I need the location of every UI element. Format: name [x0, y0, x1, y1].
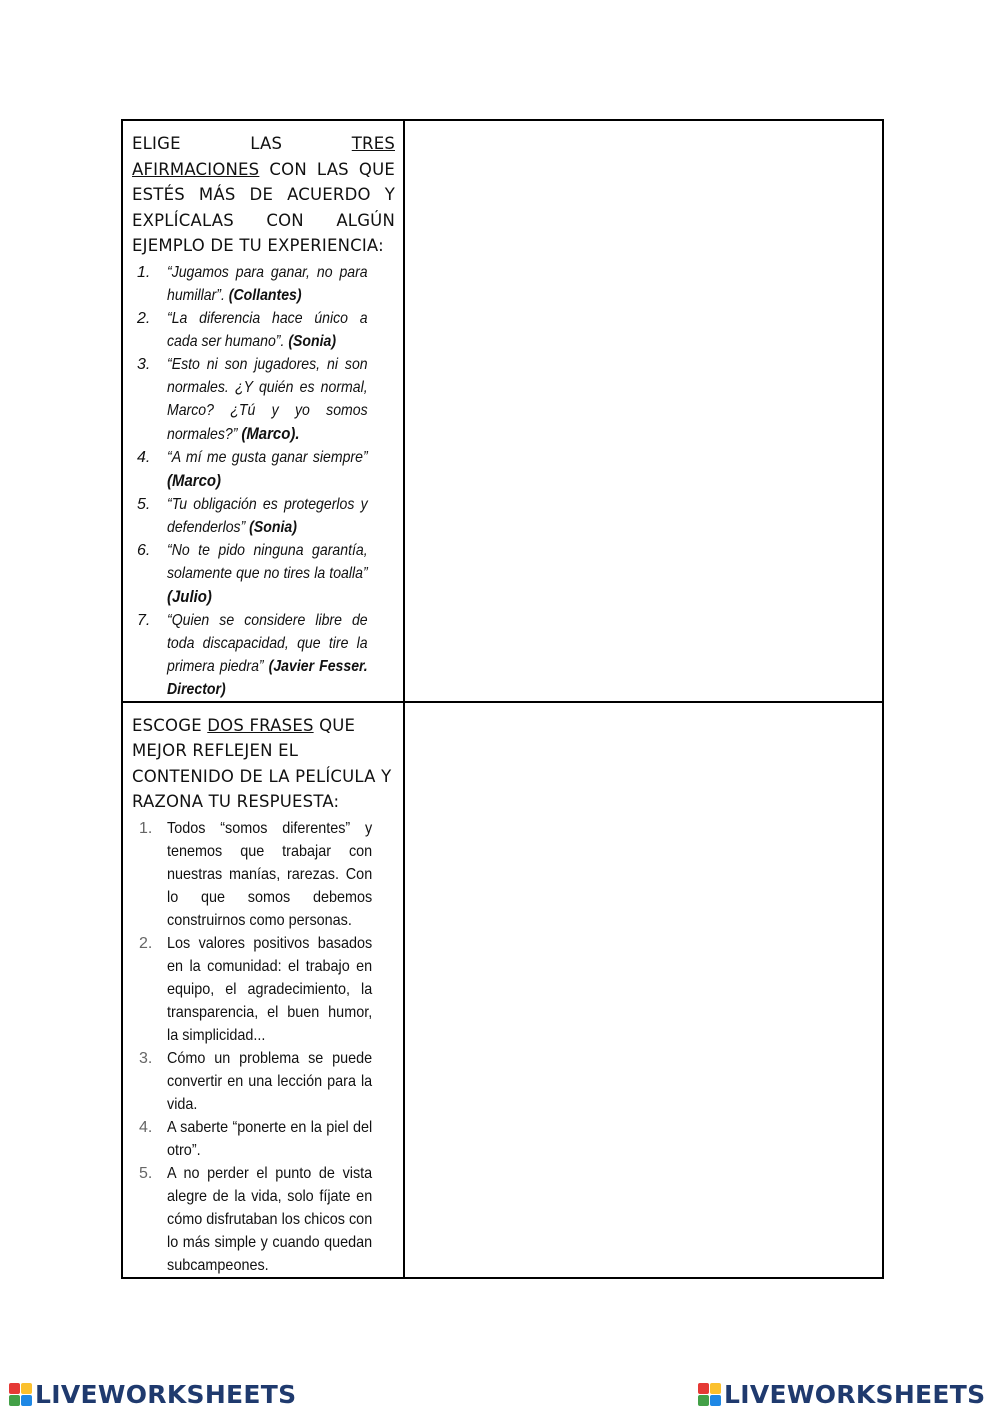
- answer-box-1[interactable]: [404, 120, 883, 702]
- section1-list: [123, 261, 403, 701]
- list-item: 7. “Quien se considere libre de toda discapacidad, que tire la primera piedra” (Javier Fesser. Director): [137, 611, 368, 698]
- quote-author: (Marco).: [241, 423, 300, 443]
- section2-heading-underlined: DOS FRASES: [207, 715, 314, 735]
- section1-heading: ELIGE LAS TRES AFIRMACIONES CON LAS QUE ESTÉS MÁS DE ACUERDO Y EXPLÍCALAS CON ALGÚN EJEMPLO DE TU EXPERIENCIA:: [132, 134, 395, 255]
- logo-text: LIVEWORKSHEETS: [724, 1380, 986, 1409]
- list-item: 3. Cómo un problema se puede convertir en una lección para la vida.: [139, 1049, 373, 1113]
- logo-mark-icon: [698, 1383, 721, 1406]
- list-item: 5. A no perder el punto de vista alegre de la vida, solo fíjate en cómo disfrutaban los chicos con lo más simple y cuando quedan subcampeones.: [139, 1164, 373, 1274]
- quote-author: (Sonia): [249, 518, 297, 536]
- list-item: 2. Los valores positivos basados en la comunidad: el trabajo en equipo, el agradecimiento, la transparencia, el buen humor, la simplicidad...: [139, 934, 373, 1044]
- list-item: 4. “A mí me gusta ganar siempre” (Marco): [137, 448, 368, 490]
- section2-heading: ESCOGE DOS FRASES QUE MEJOR REFLEJEN EL CONTENIDO DE LA PELÍCULA Y RAZONA TU RESPUESTA:: [132, 715, 392, 811]
- section2-list: [123, 817, 403, 1277]
- list-item: 1. Todos “somos diferentes” y tenemos que trabajar con nuestras manías, rarezas. Con lo que somos debemos construirnos como personas.: [139, 819, 373, 929]
- quote-author: (Collantes): [228, 286, 302, 304]
- question-cell-2: [122, 702, 404, 1278]
- list-item: 1. “Jugamos para ganar, no para humillar”. (Collantes): [137, 263, 368, 304]
- section1-heading-underlined: TRES AFIRMACIONES: [132, 134, 395, 179]
- liveworksheets-logo-left: [9, 1380, 296, 1409]
- question-cell-1: [122, 120, 404, 702]
- worksheet-table: [121, 119, 884, 1279]
- list-item: 5. “Tu obligación es protegerlos y defenderlos” (Sonia): [137, 495, 368, 536]
- quote-author: (Sonia): [288, 332, 337, 350]
- quote-author: (Javier Fesser. Director): [167, 657, 368, 698]
- list-item: 2. “La diferencia hace único a cada ser humano”. (Sonia): [137, 309, 368, 350]
- liveworksheets-logo-right: [698, 1380, 985, 1409]
- list-item: 4. A saberte “ponerte en la piel del otro”.: [139, 1118, 373, 1159]
- quote-author: (Marco): [167, 470, 222, 490]
- logo-text: LIVEWORKSHEETS: [35, 1380, 297, 1409]
- list-item: 3. “Esto ni son jugadores, ni son normales. ¿Y quién es normal, Marco? ¿Tú y yo somos normales?” (Marco).: [137, 355, 368, 443]
- logo-mark-icon: [9, 1383, 32, 1406]
- list-item: 6. “No te pido ninguna garantía, solamente que no tires la toalla” (Julio): [137, 541, 368, 606]
- quote-author: (Julio): [167, 586, 212, 606]
- answer-box-2[interactable]: [404, 702, 883, 1278]
